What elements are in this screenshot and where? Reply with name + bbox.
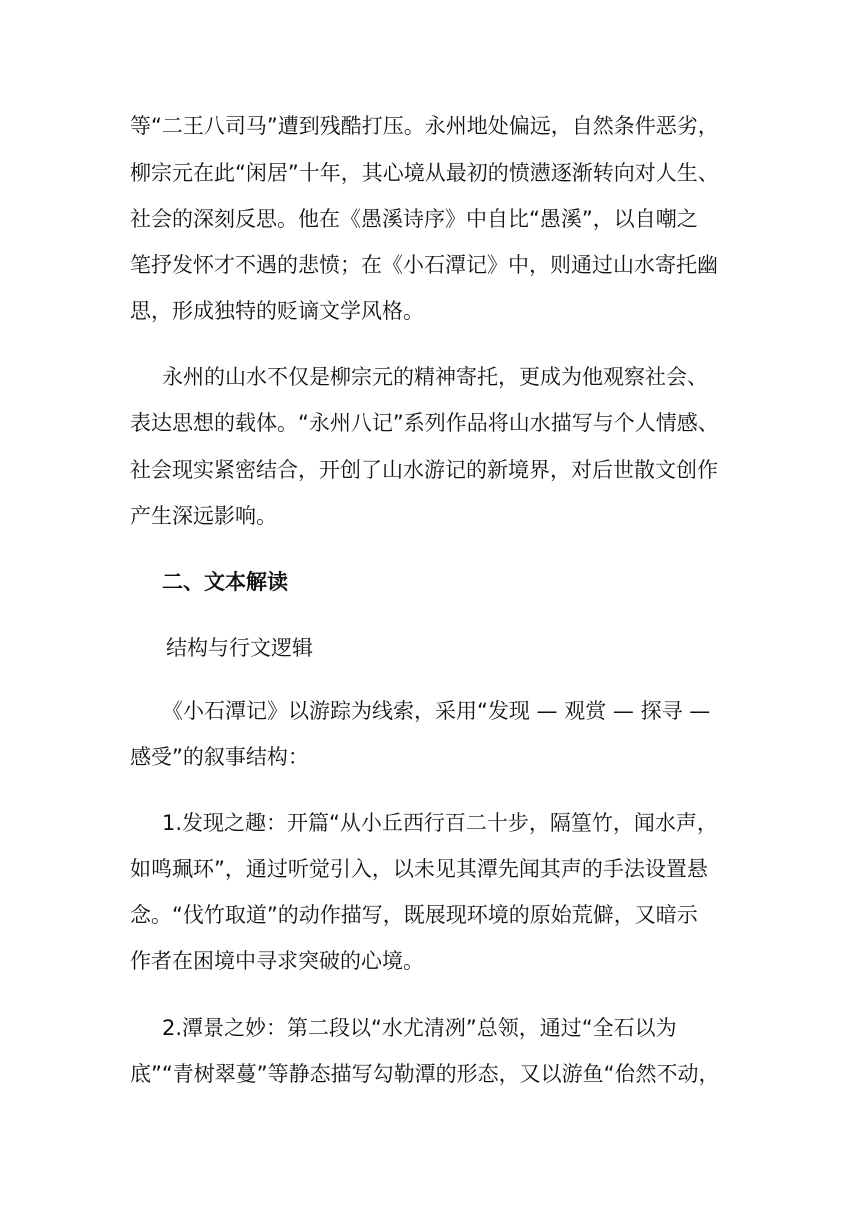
paragraph-1-line-5: 思，形成独特的贬谪文学风格。 bbox=[130, 299, 424, 323]
paragraph-2-line-2: 表达思想的载体。“永州八记”系列作品将山水描写与个人情感、 bbox=[130, 411, 719, 435]
item-1-line-3: 念。“伐竹取道”的动作描写，既展现环境的原始荒僻，又暗示 bbox=[130, 903, 698, 927]
paragraph-1-line-1: 等“二王八司马”遭到残酷打压。永州地处偏远，自然条件恶劣， bbox=[130, 114, 719, 138]
paragraph-1-line-3: 社会的深刻反思。他在《愚溪诗序》中自比“愚溪”，以自嘲之 bbox=[130, 207, 698, 231]
item-1-line-2: 如鸣珮环”，通过听觉引入，以未见其潭先闻其声的手法设置悬 bbox=[130, 857, 708, 881]
subheading: 结构与行文逻辑 bbox=[166, 636, 313, 660]
item-1-line-1: 1.发现之趣：开篇“从小丘西行百二十步，隔篁竹，闻水声， bbox=[162, 811, 718, 835]
item-2-line-2: 底”“青树翠蔓”等静态描写勾勒潭的形态，又以游鱼“佁然不动， bbox=[130, 1062, 720, 1086]
item-2-line-1: 2.潭景之妙：第二段以“水尤清冽”总领，通过“全石以为 bbox=[162, 1016, 677, 1040]
paragraph-3-line-2: 感受”的叙事结构： bbox=[130, 745, 309, 769]
item-1-line-4: 作者在困境中寻求突破的心境。 bbox=[130, 949, 424, 973]
paragraph-2-line-3: 社会现实紧密结合，开创了山水游记的新境界，对后世散文创作 bbox=[130, 458, 718, 482]
paragraph-3-line-1: 《小石潭记》以游踪为线索，采用“发现 — 观赏 — 探寻 — bbox=[162, 699, 711, 723]
paragraph-1-line-4: 笔抒发怀才不遇的悲愤；在《小石潭记》中，则通过山水寄托幽 bbox=[130, 253, 718, 277]
paragraph-2-line-4: 产生深远影响。 bbox=[130, 504, 277, 528]
section-heading: 二、文本解读 bbox=[162, 570, 288, 594]
paragraph-1-line-2: 柳宗元在此“闲居”十年，其心境从最初的愤懑逐渐转向对人生、 bbox=[130, 161, 719, 185]
paragraph-2-line-1: 永州的山水不仅是柳宗元的精神寄托，更成为他观察社会、 bbox=[162, 365, 708, 389]
